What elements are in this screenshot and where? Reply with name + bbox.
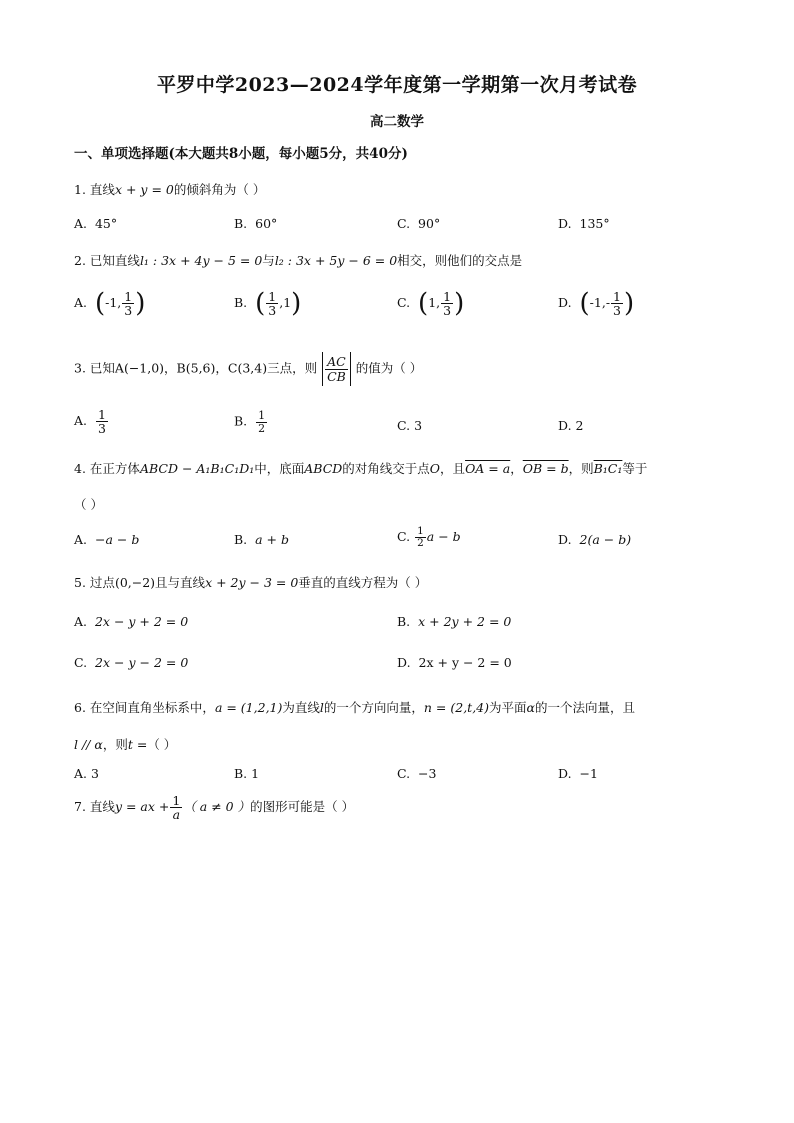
question-1 [74, 180, 265, 198]
option-c [397, 216, 440, 231]
option-label: A. [74, 766, 88, 781]
question-4 [74, 459, 647, 477]
question-text: 垂直的直线方程为（ ） [298, 575, 428, 590]
fraction: $\frac{1}{2}$ [417, 525, 424, 550]
question-text: 已知直线 [89, 253, 140, 268]
math-expression: α [526, 700, 535, 715]
option-label: B. [397, 614, 411, 629]
question-text: ，则 [568, 461, 594, 476]
vector-expression: B₁C₁ [593, 461, 623, 476]
option-label: D. [558, 216, 572, 231]
question-text: 的对角线交于点 [342, 461, 430, 476]
question-text: 的一个法向量，且 [534, 700, 635, 715]
question-text: 为平面 [489, 700, 527, 715]
option-text: 90° [418, 216, 441, 231]
option-d [558, 216, 610, 231]
question-text: 中，底面 [254, 461, 305, 476]
option-c [74, 655, 188, 670]
option-a [74, 532, 139, 547]
fraction: $\frac{1}{3}$ [124, 289, 133, 319]
question-number: 1. [74, 182, 86, 197]
option-b [397, 614, 511, 629]
option-text: a − b [426, 529, 461, 545]
vector-expression: OA = a [465, 461, 511, 476]
option-d [397, 655, 512, 670]
option-b [234, 216, 277, 231]
question-text: 的图形可能是（ ） [250, 799, 355, 815]
option-label: C. [397, 529, 411, 545]
option-label: B. [234, 413, 248, 429]
question-number: 3. [74, 360, 86, 376]
question-text: 直线 [89, 182, 115, 197]
math-expression: l [319, 700, 324, 715]
question-text: （ ） [147, 737, 177, 752]
option-text: ,1 [279, 295, 292, 311]
question-number: 6. [74, 700, 86, 715]
option-label: B. [234, 766, 248, 781]
math-expression: （ a ≠ 0 ） [183, 799, 251, 815]
option-d [558, 418, 584, 433]
option-text: 3 [91, 766, 99, 781]
question-3 [74, 352, 422, 386]
math-expression: ABCD − A₁B₁C₁D₁ [139, 461, 255, 476]
option-text: −1 [579, 766, 598, 781]
question-7 [74, 794, 354, 821]
math-expression: l // α [74, 737, 103, 752]
math-expression: l₂ : 3x + 5y − 6 = 0 [274, 253, 398, 268]
option-label: C. [397, 216, 411, 231]
option-text: 2x − y + 2 = 0 [94, 614, 189, 629]
math-expression: O [429, 461, 441, 476]
option-label: B. [234, 295, 248, 311]
option-d [558, 532, 631, 547]
option-label: C. [397, 766, 411, 781]
option-c [397, 526, 461, 549]
option-label: A. [74, 413, 88, 429]
option-text: 45° [94, 216, 118, 231]
option-label: D. [558, 766, 572, 781]
option-label: A. [74, 216, 88, 231]
option-label: B. [234, 216, 248, 231]
math-expression: y = ax + [114, 799, 170, 815]
page-title: 平罗中学2023—2024学年度第一学期第一次月考试卷 [156, 74, 638, 96]
question-number: 5. [74, 575, 86, 590]
math-expression: t = [127, 737, 148, 752]
option-b [234, 410, 268, 434]
fraction: $\frac{1}{2}$ [258, 409, 266, 435]
option-label: D. [558, 418, 572, 433]
option-a [74, 614, 188, 629]
answer-paren: （ ） [74, 497, 103, 512]
vector-expression: OB = b [522, 461, 569, 476]
question-text: 为直线 [282, 700, 320, 715]
option-text: 2x − y − 2 = 0 [95, 655, 189, 670]
option-d [558, 766, 598, 781]
option-label: B. [234, 532, 248, 547]
question-text: 且与直线 [155, 575, 206, 590]
option-text: 60° [255, 216, 278, 231]
option-b [234, 766, 259, 781]
page-subtitle: 高二数学 [370, 114, 424, 130]
option-text: 1 [251, 766, 260, 781]
option-text: 2(a − b) [579, 532, 632, 547]
question-text: ，且 [440, 461, 466, 476]
question-text: 直线 [89, 799, 115, 815]
question-text: 等于 [622, 461, 648, 476]
fraction: $\frac{1}{3}$ [443, 289, 452, 319]
question-5 [74, 573, 427, 591]
option-label: C. [397, 418, 411, 433]
question-text: ，则 [102, 737, 128, 752]
question-number: 4. [74, 461, 86, 476]
fraction: $\frac{1}{3}$ [97, 407, 106, 437]
option-text: x + 2y + 2 = 0 [418, 614, 512, 629]
vector-expression: n = (2,t,4) [423, 700, 490, 715]
option-c: C. (1, $\frac{1}{3}$ ) [397, 288, 465, 319]
math-expression: (0,−2) [114, 575, 156, 590]
option-label: A. [74, 614, 88, 629]
option-label: D. [397, 655, 411, 670]
question-text: 在正方体 [89, 461, 140, 476]
option-label: C. [397, 295, 411, 311]
option-text: 1, [428, 295, 441, 311]
option-label: D. [558, 295, 572, 311]
question-text: 在空间直角坐标系中， [89, 700, 215, 715]
option-label: D. [558, 532, 572, 547]
option-text: −a − b [94, 532, 140, 547]
fraction: $\frac{AC}{CB}$ [327, 354, 346, 384]
section-heading: 一、单项选择题(本大题共8小题，每小题5分，共40分) [74, 146, 408, 162]
question-text: 已知A(−1,0)，B(5,6)，C(3,4)三点，则 [89, 360, 318, 376]
option-a [74, 216, 117, 231]
fraction: $\frac{1}{a}$ [172, 793, 181, 823]
question-text: 的值为（ ） [355, 360, 423, 376]
option-c [397, 418, 422, 433]
math-expression: l₁ : 3x + 4y − 5 = 0 [139, 253, 263, 268]
option-c [397, 766, 436, 781]
question-number: 7. [74, 799, 86, 815]
option-label: C. [74, 655, 88, 670]
option-label: A. [74, 295, 88, 311]
question-6 [74, 698, 635, 716]
question-text: 相交，则他们的交点是 [397, 253, 523, 268]
option-text: 2x + y − 2 = 0 [418, 655, 512, 670]
option-a: A. (-1, $\frac{1}{3}$ ) [74, 288, 146, 319]
option-text: -1,- [589, 295, 611, 311]
option-b: B. ( $\frac{1}{3}$ ,1) [234, 288, 302, 319]
question-6-line2 [74, 735, 176, 753]
option-text: 135° [579, 216, 610, 231]
question-text: 与 [262, 253, 275, 268]
fraction: $\frac{1}{3}$ [613, 289, 621, 319]
vector-expression: a = (1,2,1) [214, 700, 283, 715]
question-text: 过点 [89, 575, 115, 590]
fraction: $\frac{1}{3}$ [268, 289, 277, 319]
option-text: -1, [105, 295, 122, 311]
question-text: 的倾斜角为（ ） [173, 182, 266, 197]
math-expression: ABCD [304, 461, 343, 476]
option-d: D. (-1,- $\frac{1}{3}$ ) [558, 288, 635, 319]
option-a [74, 766, 99, 781]
option-a [74, 408, 109, 435]
math-expression: x + 2y − 3 = 0 [205, 575, 299, 590]
option-text: a + b [255, 532, 289, 547]
option-text: −3 [418, 766, 437, 781]
question-2 [74, 251, 522, 269]
option-text: 2 [575, 418, 584, 433]
question-number: 2. [74, 253, 86, 268]
math-expression: x + y = 0 [114, 182, 174, 197]
option-b [234, 532, 289, 547]
option-text: 3 [414, 418, 423, 433]
option-label: A. [74, 532, 88, 547]
question-text: ， [510, 461, 523, 476]
question-text: 的一个方向向量， [323, 700, 424, 715]
